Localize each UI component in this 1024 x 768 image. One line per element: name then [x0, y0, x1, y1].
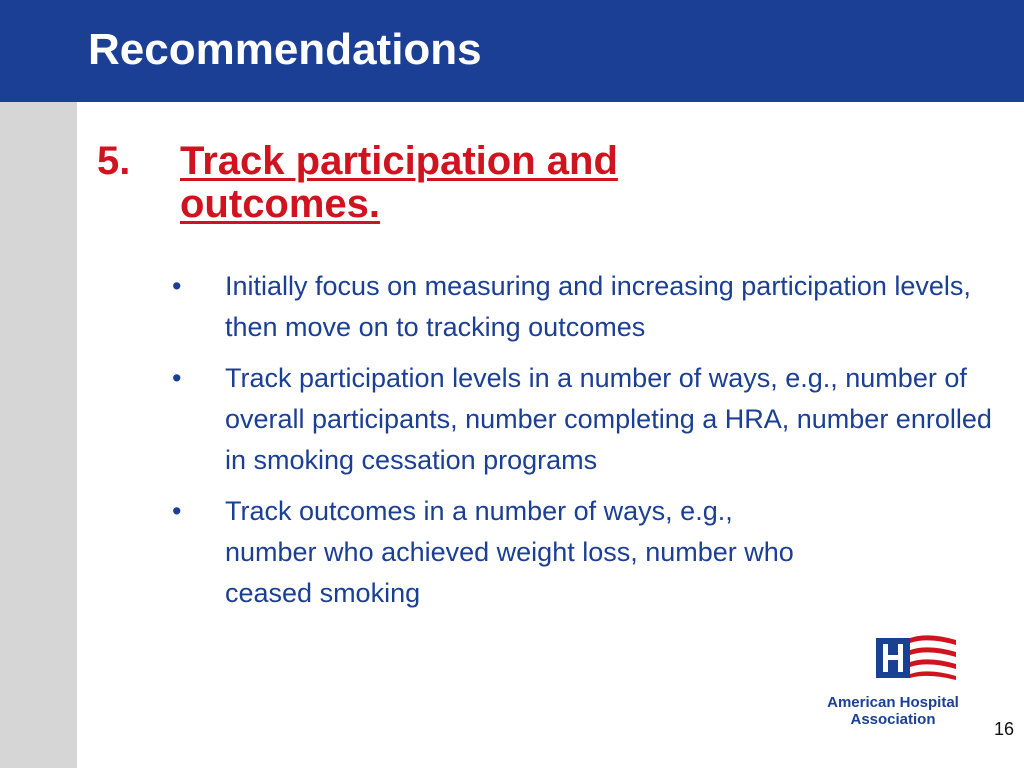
list-item: [170, 491, 1000, 614]
bullet-text: Track participation levels in a number of ways, e.g., number of overall participants, number completing a HRA, number enrolled in smoking cessation programs: [225, 363, 992, 475]
list-item: [170, 358, 1000, 481]
section-heading-text: Track participation and outcomes.: [180, 139, 618, 226]
page-number: 16: [993, 719, 1014, 739]
bullet-list: [170, 266, 1000, 624]
logo-line-2: Association: [850, 711, 936, 728]
bullet-icon: •: [172, 496, 182, 526]
left-side-band: [0, 102, 77, 768]
bullet-text: Track outcomes in a number of ways, e.g., number who achieved weight loss, number who ceased smoking: [225, 496, 794, 608]
section-number: 5.: [97, 139, 131, 183]
logo-wordmark: [808, 694, 978, 728]
bullet-text: Initially focus on measuring and increasing participation levels, then move on to tracking outcomes: [225, 271, 971, 342]
slide-title: Recommendations: [88, 25, 482, 74]
bullet-icon: •: [172, 271, 182, 301]
bullet-icon: •: [172, 363, 182, 393]
aha-h-flag-icon: [876, 634, 958, 684]
list-item: [170, 266, 1000, 348]
logo-line-1: American Hospital: [827, 694, 959, 711]
aha-logo: [808, 634, 978, 734]
